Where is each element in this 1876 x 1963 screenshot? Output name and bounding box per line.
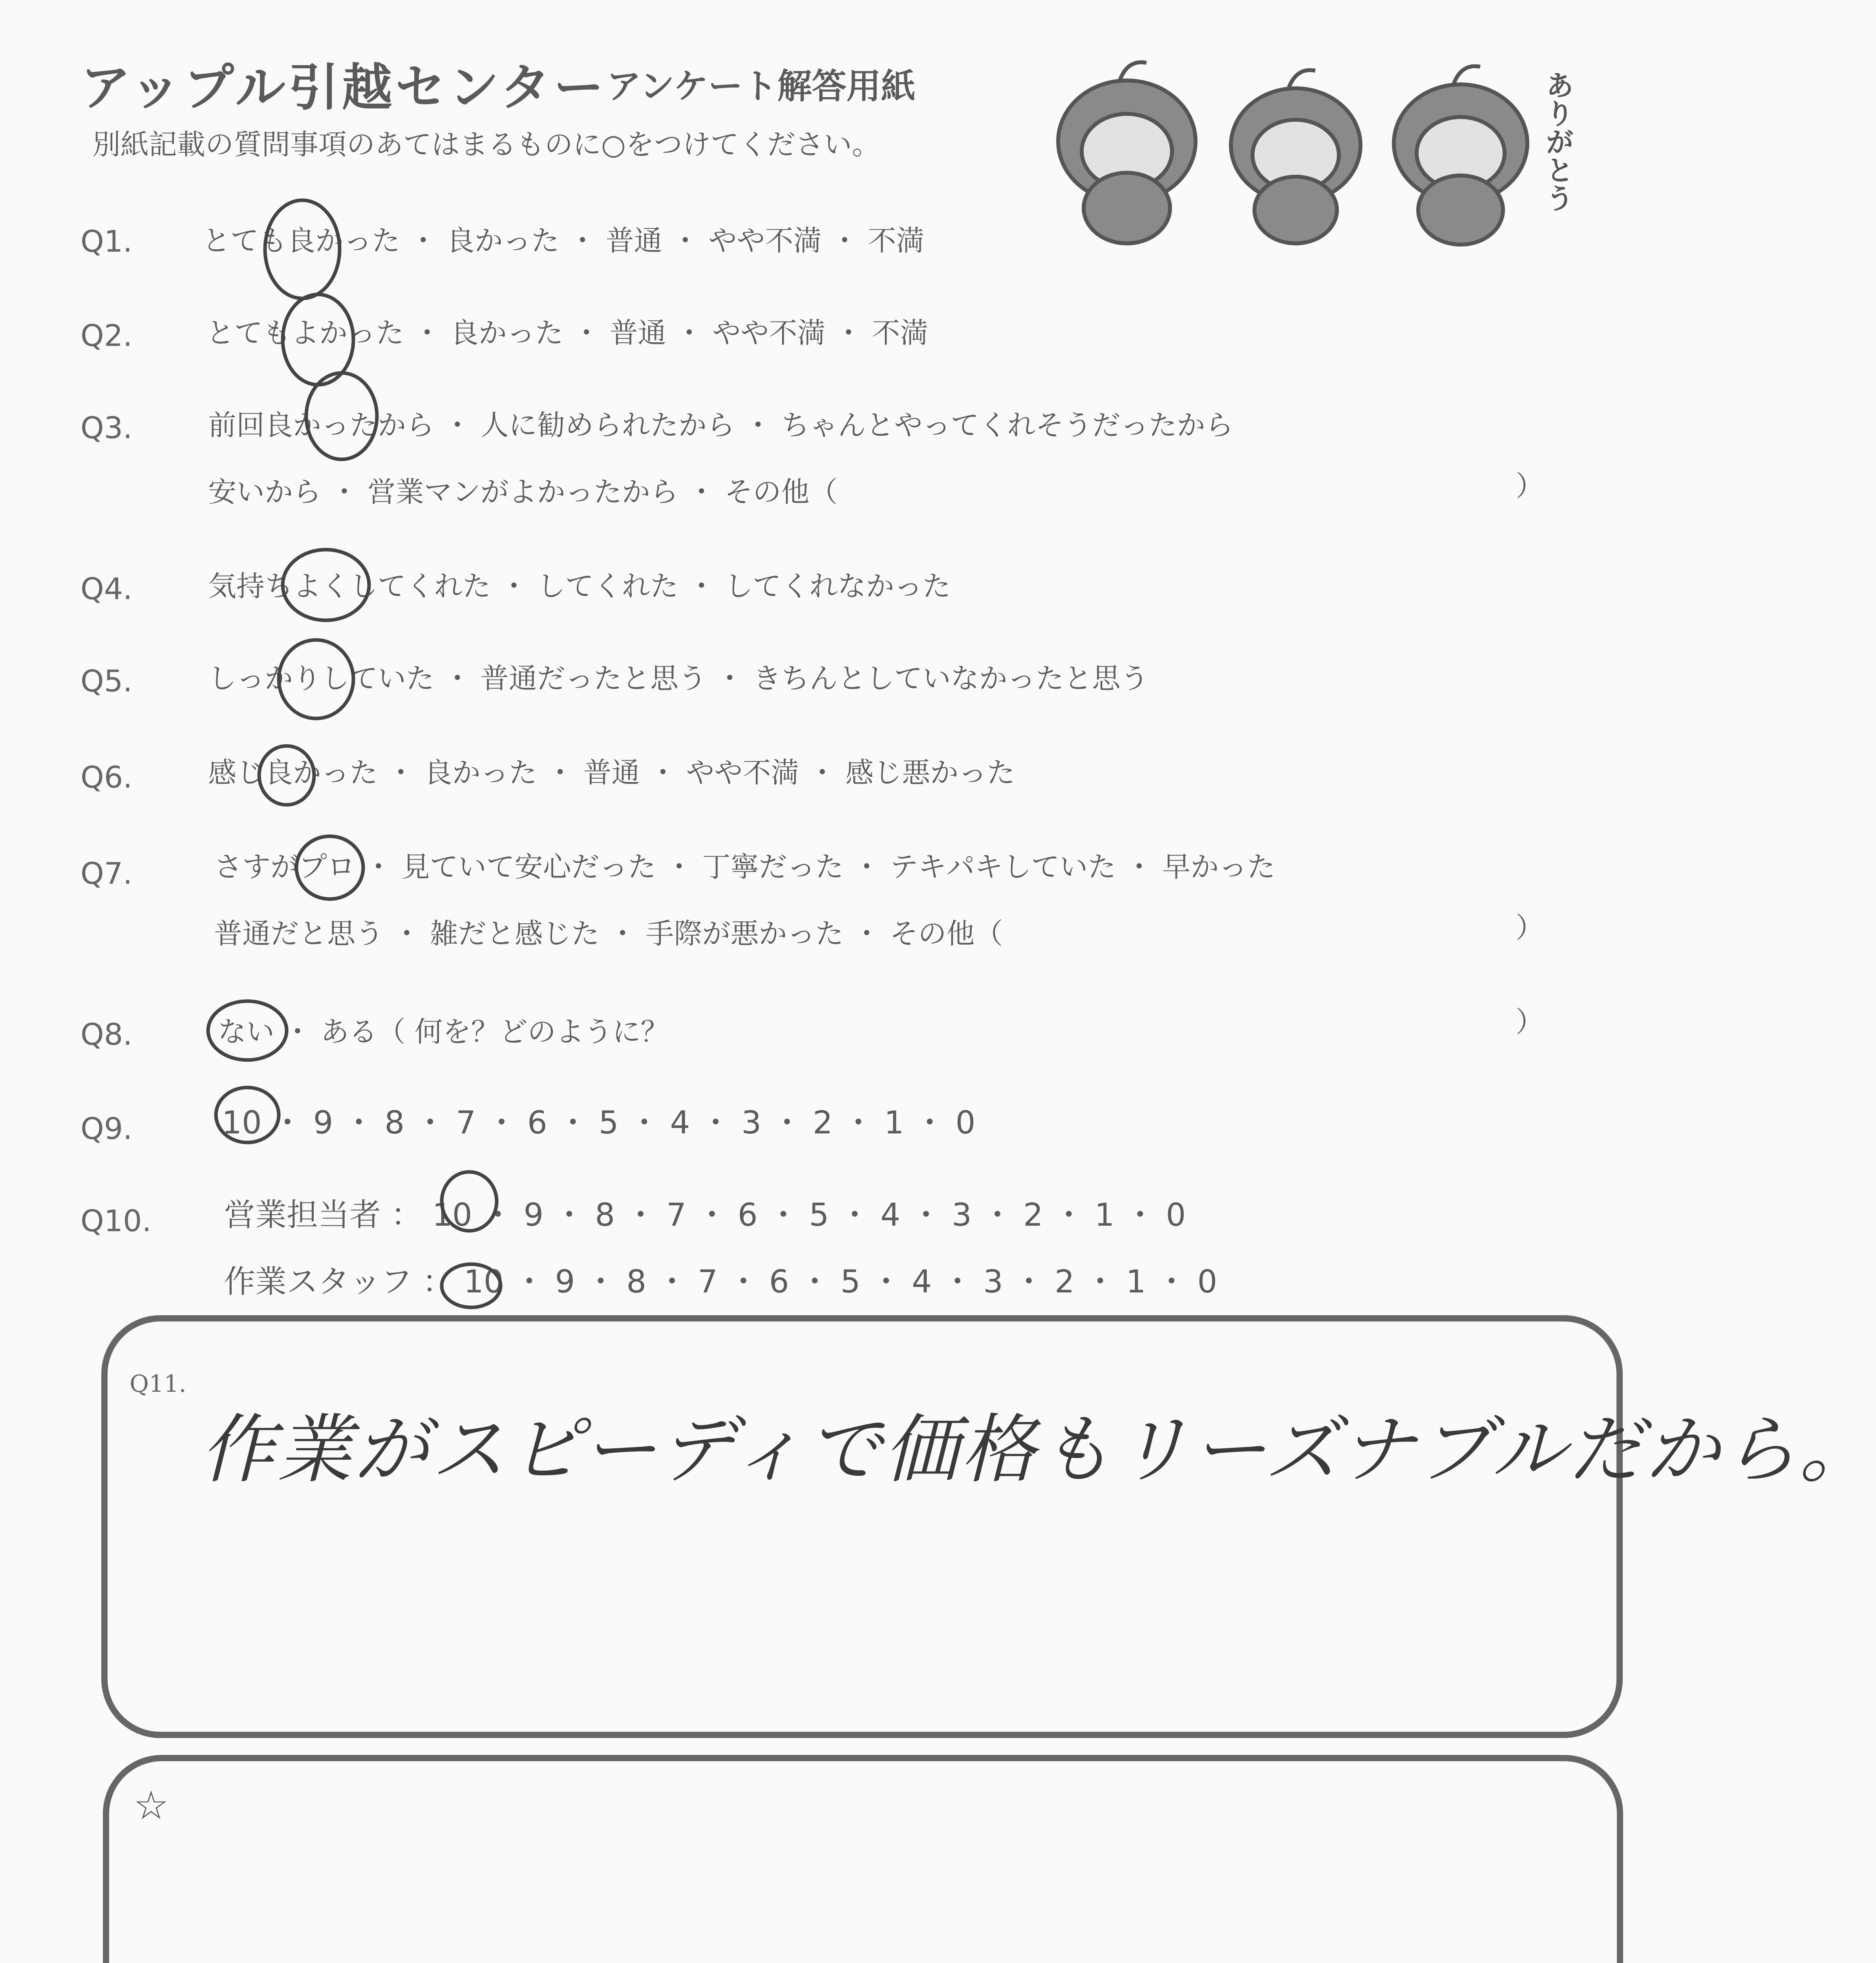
- q2-options[interactable]: とてもよかった ・ 良かった ・ 普通 ・ やや不満 ・ 不満: [206, 316, 929, 349]
- q3-paren-close: ）: [1516, 470, 1544, 503]
- mascot-monkey-left: [1058, 62, 1196, 243]
- q10-sales-scale[interactable]: 営業担当者 ： 10 ・ 9 ・ 8 ・ 7 ・ 6 ・ 5 ・ 4 ・ 3 ・ 2 ・ 1 ・ 0: [224, 1197, 1186, 1233]
- comment-box[interactable]: [103, 1755, 1623, 1963]
- q8-label: Q8.: [80, 1017, 133, 1052]
- q2-label: Q2.: [80, 318, 133, 353]
- q10-staff-scale[interactable]: 作業スタッフ ： 10 ・ 9 ・ 8 ・ 7 ・ 6 ・ 5 ・ 4 ・ 3 ・ 2 ・ 1 ・ 0: [224, 1263, 1218, 1300]
- q3-options-line1[interactable]: 前回良かったから ・ 人に勧められたから ・ ちゃんとやってくれそうだったから: [208, 409, 1234, 442]
- instructions: 別紙記載の質問事項のあてはまるものに○をつけてください。: [92, 128, 880, 161]
- q9-scale[interactable]: 10 ・ 9 ・ 8 ・ 7 ・ 6 ・ 5 ・ 4 ・ 3 ・ 2 ・ 1 ・ 0: [222, 1104, 976, 1141]
- page-subtitle: アンケート解答用紙: [607, 66, 916, 106]
- star-icon: ☆: [133, 1782, 169, 1828]
- q11-label: Q11.: [130, 1370, 187, 1398]
- q5-options[interactable]: しっかりしていた ・ 普通だったと思う ・ きちんとしていなかったと思う: [208, 662, 1149, 695]
- q1-label: Q1.: [80, 224, 133, 259]
- q6-options[interactable]: 感じ良かった ・ 良かった ・ 普通 ・ やや不満 ・ 感じ悪かった: [208, 756, 1015, 789]
- q7-options-line2[interactable]: 普通だと思う ・ 雑だと感じた ・ 手際が悪かった ・ その他（: [214, 917, 1003, 950]
- q1-options[interactable]: とても良かった ・ 良かった ・ 普通 ・ やや不満 ・ 不満: [202, 224, 925, 257]
- q11-handwritten-answer: 作業がスピーディで価格もリーズナブルだから。: [200, 1406, 1876, 1493]
- mascot-thank-you-text: ありがとう: [1541, 71, 1574, 212]
- q8-options[interactable]: ない ・ ある（ 何を？どのように？: [218, 1015, 669, 1048]
- mascot-monkey-right: [1394, 66, 1527, 245]
- q8-paren-close: ）: [1516, 1005, 1544, 1038]
- q7-paren-close: ）: [1516, 911, 1544, 944]
- q5-label: Q5.: [80, 663, 133, 698]
- q7-options-line1[interactable]: さすがプロ ・ 見ていて安心だった ・ 丁寧だった ・ テキパキしていた ・ 早かった: [214, 850, 1276, 883]
- q9-label: Q9.: [80, 1111, 133, 1146]
- page-title: アップル引越センター: [80, 58, 607, 117]
- mascot-monkey-middle: [1231, 70, 1360, 243]
- q11-answer-box[interactable]: [101, 1315, 1623, 1738]
- q4-options[interactable]: 気持ちよくしてくれた ・ してくれた ・ してくれなかった: [208, 570, 951, 603]
- q6-label: Q6.: [80, 760, 133, 795]
- q4-label: Q4.: [80, 571, 133, 606]
- q10-label: Q10.: [80, 1203, 152, 1238]
- q7-label: Q7.: [80, 856, 133, 891]
- q3-label: Q3.: [80, 410, 133, 445]
- q3-options-line2[interactable]: 安いから ・ 営業マンがよかったから ・ その他（: [208, 475, 838, 508]
